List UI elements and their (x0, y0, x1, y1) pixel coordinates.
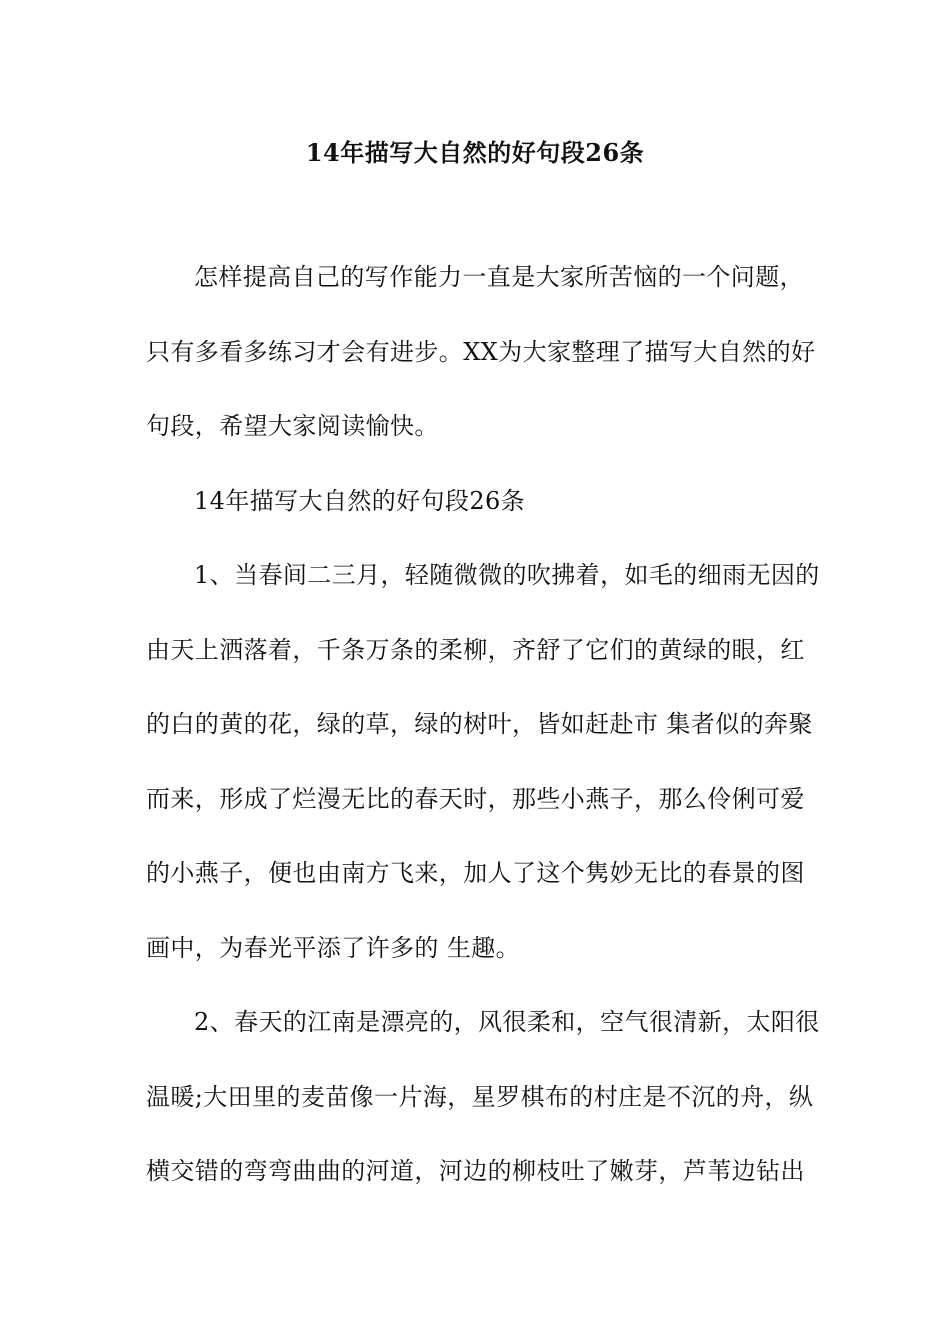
paragraph-line: 的白的黄的花，绿的草，绿的树叶，皆如赶赴市 集者似的奔聚 (146, 710, 813, 738)
section-heading-line: 14年描写大自然的好句段26条 (194, 487, 526, 515)
paragraph-line: 的小燕子，便也由南方飞来，加人了这个隽妙无比的春景的图 (146, 859, 805, 887)
paragraph-line: 横交错的弯弯曲曲的河道，河边的柳枝吐了嫩芽，芦苇边钻出 (146, 1157, 805, 1185)
paragraph-line: 只有多看多练习才会有进步。XX为大家整理了描写大自然的好 (146, 338, 816, 366)
paragraph-line: 画中，为春光平添了许多的 生趣。 (146, 934, 521, 962)
paragraph-line: 怎样提高自己的写作能力一直是大家所苦恼的一个问题， (194, 263, 804, 291)
paragraph-line: 温暖;大田里的麦苗像一片海，星罗棋布的村庄是不沉的舟，纵 (146, 1083, 814, 1111)
paragraph-line: 句段，希望大家阅读愉快。 (146, 412, 439, 440)
paragraph-line: 2、春天的江南是漂亮的，风很柔和，空气很清新，太阳很 (194, 1008, 820, 1036)
document-title: 14年描写大自然的好句段26条 (305, 138, 645, 167)
paragraph-line: 由天上洒落着，千条万条的柔柳，齐舒了它们的黄绿的眼，红 (146, 636, 805, 664)
paragraph-line: 而来，形成了烂漫无比的春天时，那些小燕子，那么伶俐可爱 (146, 785, 805, 813)
paragraph-line: 1、当春间二三月，轻随微微的吹拂着，如毛的细雨无因的 (194, 561, 820, 589)
